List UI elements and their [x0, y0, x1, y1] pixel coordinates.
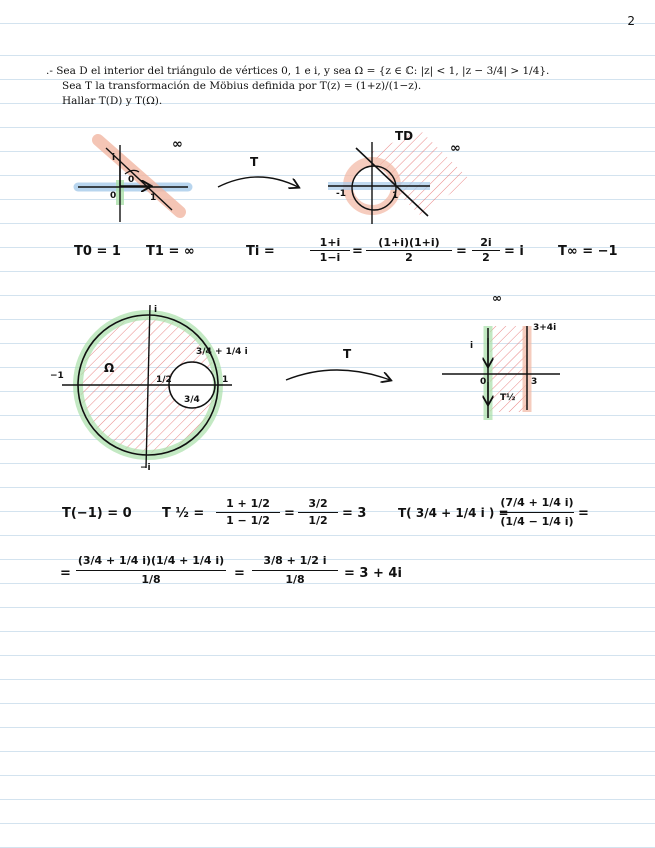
eq2-frac2	[298, 496, 338, 529]
eq1-t0: T0 = 1	[74, 244, 121, 259]
eq2-frac2-num: 3/2	[308, 497, 328, 510]
eq3-frac1-num: (3/4 + 1/4 i)(1/4 + 1/4 i)	[77, 554, 225, 567]
eq3-frac2-num: 3/8 + 1/2 i	[263, 554, 327, 567]
eq1-ti: Ti =	[246, 244, 275, 259]
eq2-frac1	[216, 496, 280, 529]
sketch2-neg1: −1	[50, 371, 64, 381]
eq3-mid: =	[234, 566, 245, 581]
eq1-frac3-num: 2i	[480, 236, 492, 249]
eq1-i-result: = i	[504, 244, 524, 259]
sketch2-domain	[50, 305, 248, 473]
sketch2-image-three: 3	[531, 377, 538, 387]
page-number: 2	[627, 14, 635, 28]
eq3-frac2	[252, 552, 338, 589]
sketch2-image-point: 3+4i	[533, 323, 557, 333]
eq1-frac1-den: 1−i	[310, 250, 350, 265]
eq3-frac1	[76, 552, 226, 589]
sketch1-transform-label: T	[250, 155, 259, 169]
eq3-frac2-den: 1/8	[252, 570, 338, 589]
problem-line-1: .- Sea D el interior del triángulo de vértices 0, 1 e i, y sea Ω = {z ∈ ℂ: |z| < 1, |z − 3/4| > 1/4}.	[46, 65, 550, 77]
sketch1-infinity: ∞	[172, 137, 183, 152]
sketch1-i-label: i	[112, 153, 116, 163]
sketch1-neg1-label: -1	[336, 189, 346, 199]
eq2-frac3	[500, 494, 574, 531]
eq1-frac2-den: 2	[366, 250, 452, 265]
sketch2-neg-i: −i	[140, 463, 151, 473]
sketch1-map-arrow	[218, 177, 298, 187]
sketch1-image-one: 1	[392, 191, 399, 201]
sketch1-image-infinity: ∞	[450, 141, 461, 156]
sketch2-image-i: i	[470, 341, 474, 351]
sketch2-one: 1	[222, 375, 229, 385]
sketch2-image-t-half: T½	[500, 393, 516, 403]
eq2-tpoint: T( 3/4 + 1/4 i ) =	[398, 506, 509, 520]
eq2-tail: =	[578, 506, 589, 521]
eq1-frac1	[310, 236, 350, 265]
eq2-tneg1: T(−1) = 0	[62, 506, 132, 521]
eq1-frac1-num: 1+i	[319, 236, 341, 249]
problem-line-3: Hallar T(D) y T(Ω).	[62, 95, 163, 107]
eq1-eq-b: =	[456, 244, 467, 259]
eq1-frac3-den: 2	[472, 250, 500, 265]
sketch2-image	[442, 291, 560, 420]
sketch1-zero-label: 0	[110, 191, 117, 201]
eq1-frac2-num: (1+i)(1+i)	[378, 236, 440, 249]
sketch2-half: 1/2	[156, 375, 172, 385]
sketch1-image-label: TD	[395, 129, 414, 143]
eq1-eq-a: =	[352, 244, 363, 259]
eq3-frac1-den: 1/8	[76, 570, 226, 589]
eq2-eq-a: =	[284, 506, 295, 521]
eq1-tinf: T∞ = −1	[558, 244, 618, 259]
eq2-frac3-num: (7/4 + 1/4 i)	[500, 496, 574, 509]
sketch2-omega: Ω	[104, 361, 115, 375]
sketch1-image	[328, 129, 470, 224]
eq2-frac2-den: 1/2	[298, 512, 338, 529]
sketch1-domain	[78, 137, 188, 222]
sketch2-map-arrow	[286, 370, 390, 380]
sketch2-point-label: 3/4 + 1/4 i	[196, 347, 248, 357]
eq1-frac3	[472, 236, 500, 265]
sketch1-one-label: 1	[150, 193, 157, 203]
eq2-frac3-den: (1/4 − 1/4 i)	[500, 512, 574, 531]
eq3-lead: =	[60, 566, 71, 581]
sketch2-i: i	[154, 305, 158, 315]
eq2-thalf: T ½ =	[162, 506, 205, 521]
sketch1-o-label: 0	[128, 175, 135, 185]
eq1-frac2	[366, 236, 452, 265]
sketch2-three-quarter: 3/4	[184, 395, 200, 405]
eq3-result: = 3 + 4i	[344, 566, 402, 581]
problem-line-2: Sea T la transformación de Möbius definida por T(z) = (1+z)/(1−z).	[62, 80, 422, 92]
sketch2-image-zero: 0	[480, 377, 487, 387]
eq2-frac1-den: 1 − 1/2	[216, 512, 280, 529]
eq2-three: = 3	[342, 506, 367, 521]
eq2-frac1-num: 1 + 1/2	[226, 497, 270, 510]
eq1-t1: T1 = ∞	[146, 244, 195, 259]
sketch2-transform-label: T	[343, 347, 352, 361]
sketch2-image-infinity: ∞	[492, 291, 502, 305]
